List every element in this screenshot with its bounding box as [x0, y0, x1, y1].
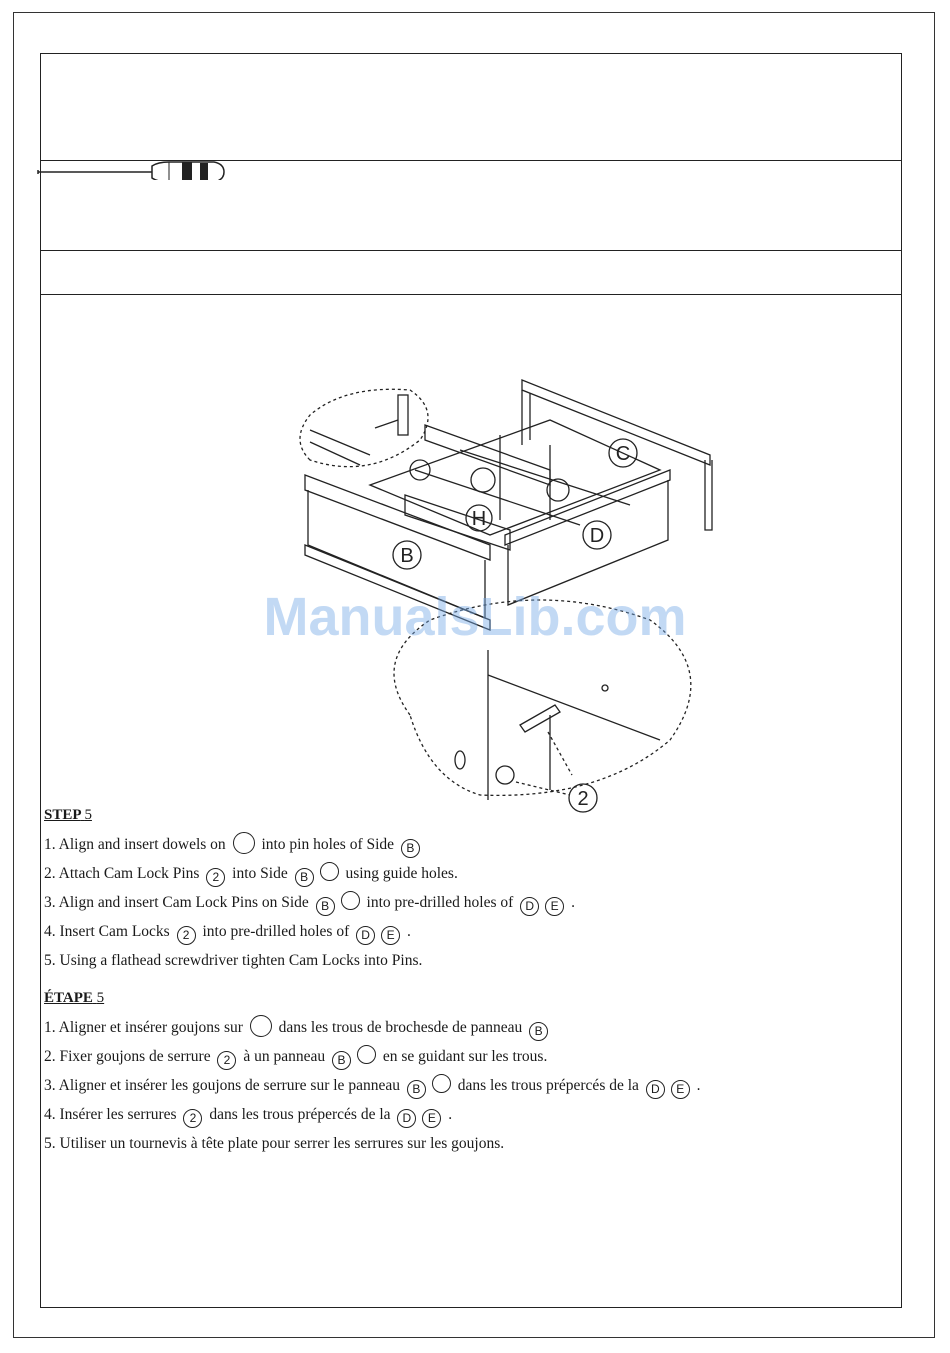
- part-marker: [357, 1045, 376, 1064]
- label-part-2: 2: [577, 788, 589, 810]
- part-marker: [250, 1015, 272, 1037]
- part-marker: [320, 862, 339, 881]
- label-c: C: [615, 443, 631, 465]
- step-line-5: 5. Using a flathead screwdriver tighten Cam Locks into Pins.: [44, 952, 423, 969]
- divider: [41, 294, 901, 295]
- etape-line-4: 4. Insérer les serrures 2 dans les trous prépercés de la D E .: [44, 1100, 844, 1129]
- part-marker: 2: [177, 926, 196, 945]
- divider: [41, 250, 901, 251]
- screwdriver-icon: [34, 140, 234, 180]
- part-marker: D: [356, 926, 375, 945]
- part-marker: B: [529, 1022, 548, 1041]
- part-marker: E: [545, 897, 564, 916]
- part-marker: B: [332, 1051, 351, 1070]
- part-marker: B: [401, 839, 420, 858]
- part-marker: E: [671, 1080, 690, 1099]
- part-marker: E: [381, 926, 400, 945]
- part-marker: D: [397, 1109, 416, 1128]
- part-marker: B: [295, 868, 314, 887]
- part-marker: D: [520, 897, 539, 916]
- part-marker: D: [646, 1080, 665, 1099]
- part-marker: [233, 832, 255, 854]
- watermark: ManualsLib.com: [263, 587, 687, 647]
- step-line-2: 2. Attach Cam Lock Pins 2 into Side B using guide holes.: [44, 859, 844, 888]
- step-heading: STEP 5: [44, 807, 92, 823]
- etape-line-3: 3. Aligner et insérer les goujons de serrure sur le panneau B dans les trous prépercés de la D E .: [44, 1071, 844, 1100]
- etape-heading: ÉTAPE 5: [44, 990, 105, 1006]
- part-marker: B: [407, 1080, 426, 1099]
- part-marker: 2: [206, 868, 225, 887]
- part-marker: 2: [217, 1051, 236, 1070]
- assembly-diagram: [250, 320, 750, 820]
- instructions: [44, 804, 844, 1158]
- label-h: H: [471, 508, 487, 530]
- step-line-1: 1. Align and insert dowels on into pin holes of Side B: [44, 830, 844, 859]
- label-b: B: [400, 545, 414, 567]
- part-marker: B: [316, 897, 335, 916]
- part-marker: E: [422, 1109, 441, 1128]
- step-line-4: 4. Insert Cam Locks 2 into pre-drilled holes of D E .: [44, 917, 844, 946]
- part-marker: 2: [183, 1109, 202, 1128]
- label-d: D: [589, 525, 605, 547]
- etape-line-5: 5. Utiliser un tournevis à tête plate pour serrer les serrures sur les goujons.: [44, 1135, 505, 1152]
- step-line-3: 3. Align and insert Cam Lock Pins on Side B into pre-drilled holes of D E .: [44, 888, 844, 917]
- part-marker: [341, 891, 360, 910]
- etape-line-1: 1. Aligner et insérer goujons sur dans les trous de brochesde de panneau B: [44, 1013, 844, 1042]
- part-marker: [432, 1074, 451, 1093]
- etape-line-2: 2. Fixer goujons de serrure 2 à un panneau B en se guidant sur les trous.: [44, 1042, 844, 1071]
